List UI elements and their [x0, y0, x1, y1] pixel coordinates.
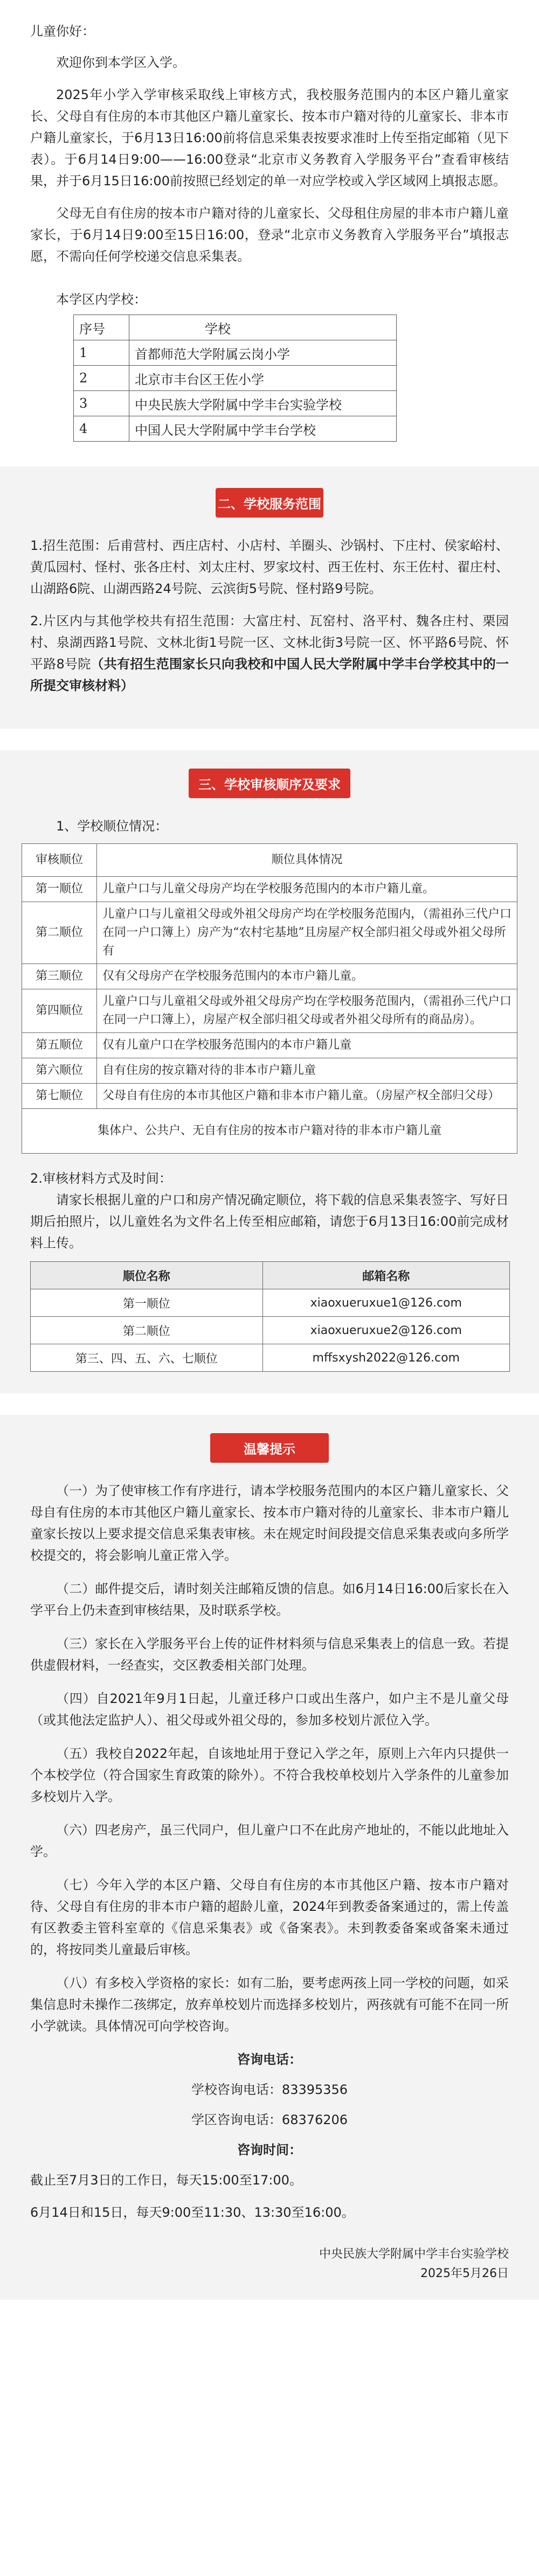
table-row: [22, 964, 517, 989]
review-order-section: [0, 750, 539, 1393]
order-detail: 儿童户口与儿童父母房产均在学校服务范围内的本市户籍儿童。: [97, 877, 517, 902]
section-2-title: 二、学校服务范围: [216, 488, 323, 518]
order-rank: 第七顺位: [22, 1084, 97, 1109]
table-row: [22, 877, 517, 902]
campus-no: 3: [74, 391, 129, 416]
tips-section: [0, 1415, 539, 2300]
tips-title: 温馨提示: [210, 1433, 329, 1463]
campus-school: 中国人民大学附属中学丰台学校: [129, 416, 397, 442]
section-3-title: 三、学校审核顺序及要求: [189, 769, 350, 798]
order-rank: 第一顺位: [22, 877, 97, 902]
tip-paragraph: （五）我校自2022年起，自该地址用于登记入学之年，原则上六年内只提供一个本校学位（符合国家生育政策的除外）。不符合我校单校划片入学条件的儿童参加多校划片入学。: [30, 1746, 509, 1804]
school-phone-label: 学校咨询电话：: [191, 2082, 282, 2097]
tip-paragraph: （一）为了使审核工作有序进行，请本学校服务范围内的本区户籍儿童家长、父母自有住房的本市其他区户籍儿童家长、按本市户籍对待的儿童家长、非本市户籍儿童家长按以上要求提交信息采集表审核。未在规定时间段提交信息采集表或向多所学校提交的，将会影响儿童正常入学。: [30, 1483, 509, 1563]
table-row: [31, 1344, 510, 1372]
tip-paragraph: （四）自2021年9月1日起，儿童迁移户口或出生落户，如户主不是儿童父母（或其他法定监护人）、祖父母或外祖父母的，参加多校划片派位入学。: [30, 1691, 509, 1728]
campus-no: 4: [74, 416, 129, 442]
campus-school: 中央民族大学附属中学丰台实验学校: [129, 391, 397, 416]
intro-paragraph-1: 2025年小学入学审核采取线上审核方式，我校服务范围内的本区户籍儿童家长、父母自有住房的本市其他区户籍儿童家长、按本市户籍对待的儿童家长、非本市户籍儿童家长，于6月13日16:00前将信息采集表按要求准时上传至指定邮箱（见下表）。于6月14日9:00——16:00登录“北京市义务教育入学服务平台”查看审核结果，并于6月15日16:00前按照已经划定的单一对应学校或入学区域网上填报志愿。: [30, 87, 509, 189]
order-header-rank: 审核顺位: [22, 844, 97, 877]
signature-block: [30, 2245, 509, 2284]
campus-header-school: 学校: [129, 315, 397, 340]
table-row: [74, 340, 397, 366]
service-range-para-2-text: 2.片区内与其他学校共有招生范围：大富庄村、瓦窑村、洛平村、魏各庄村、栗园村、泉湖西路1号院、文林北街1号院一区、文林北街3号院一区、怀平路6号院、怀平路8号院: [30, 613, 509, 672]
campus-school: 北京市丰台区王佐小学: [129, 366, 397, 391]
campus-school: 首都师范大学附属云岗小学: [129, 340, 397, 366]
service-range-para-1: 1.招生范围：后甫营村、西庄店村、小店村、羊圈头、沙锅村、下庄村、侯家峪村、黄瓜园村、怪村、张各庄村、刘太庄村、罗家坟村、西王佐村、东王佐村、翟庄村、山湖路6院、山湖西路24号院、云滨街5号院、怪村路9号院。: [30, 538, 509, 596]
table-row: [22, 1109, 517, 1154]
tip-paragraph: （八）有多校入学资格的家长：如有二胎，要考虑两孩上同一学校的问题，如采集信息时未操作二孩绑定，放弃单校划片而选择多校划片，两孩就有可能不在同一所小学就读。具体情况可向学校咨询。: [30, 1975, 509, 2034]
order-table: [22, 843, 517, 1154]
mailbox-email: mffsxysh2022@126.com: [262, 1344, 509, 1372]
table-row: [31, 1317, 510, 1344]
mailbox-rank: 第二顺位: [31, 1317, 263, 1344]
tip-paragraph: （三）家长在入学服务平台上传的证件材料须与信息采集表上的信息一致。若提供虚假材料，一经查实，交区教委相关部门处理。: [30, 1636, 509, 1673]
school-phone: [30, 2079, 509, 2100]
materials-paragraph: 请家长根据儿童的户口和房产情况确定顺位，将下载的信息采集表签字、写好日期后拍照片，以儿童姓名为文件名上传至相应邮箱，请您于6月13日16:00前完成材料上传。: [30, 1192, 509, 1251]
table-row: [22, 989, 517, 1033]
order-detail: 儿童户口与儿童祖父母或外祖父母房产均在学校服务范围内，（需祖孙三代户口在同一户口簿上），房屋产权全部归祖父母或者外祖父母所有的商品房）。: [97, 989, 517, 1033]
mailbox-header-rank: 顺位名称: [31, 1262, 263, 1289]
consult-time-2: 6月14日和15日，每天9:00至11:30、13:30至16:00。: [30, 2205, 355, 2220]
order-detail: 儿童户口与儿童祖父母或外祖父母房产均在学校服务范围内，（需祖孙三代户口在同一户口簿上）房产为“农村宅基地”且房屋产权全部归祖父母或外祖父母所有: [97, 902, 517, 964]
mailbox-header-email: 邮箱名称: [262, 1262, 509, 1289]
table-row: [74, 366, 397, 391]
order-detail: 仅有父母房产在学校服务范围内的本市户籍儿童。: [97, 964, 517, 989]
school-phone-number: 83395356: [281, 2082, 348, 2097]
table-row: [31, 1289, 510, 1317]
table-row: [22, 902, 517, 964]
phone-title: 咨询电话：: [237, 2052, 302, 2067]
table-row: [74, 391, 397, 416]
order-rank: 第二顺位: [22, 902, 97, 964]
order-rank: 第三顺位: [22, 964, 97, 989]
tip-paragraph: （七）今年入学的本区户籍、父母自有住房的本市其他区户籍、按本市户籍对待、父母自有住房的非本市户籍的超龄儿童，2024年到教委备案通过的，需上传盖有区教委主管科室章的《信息采集表》或《备案表》。未到教委备案或备案未通过的，将按同类儿童最后审核。: [30, 1877, 509, 1957]
campus-table-header: [74, 315, 397, 340]
mailbox-email: xiaoxueruxue2@126.com: [262, 1317, 509, 1344]
service-range-para-2: [30, 610, 509, 696]
intro-block: [0, 0, 539, 466]
materials-title: 2.审核材料方式及时间：: [30, 1171, 172, 1186]
order-subtitle: 1、学校顺位情况：: [56, 819, 168, 834]
campus-header-no: 序号: [74, 315, 129, 340]
order-header-detail: 顺位具体情况: [97, 844, 517, 877]
campus-no: 2: [74, 366, 129, 391]
service-range-section: [0, 466, 539, 729]
table-row: [22, 1084, 517, 1109]
mailbox-rank: 第三、四、五、六、七顺位: [31, 1344, 263, 1372]
signature-school: 中央民族大学附属中学丰台实验学校: [319, 2247, 509, 2261]
district-phone-number: 68376206: [281, 2112, 348, 2127]
campus-title: 本学区内学校：: [56, 292, 147, 307]
mailbox-table-header: [31, 1262, 510, 1289]
district-phone-label: 学区咨询电话：: [191, 2112, 282, 2127]
campus-table: [73, 315, 397, 442]
table-row: [22, 1058, 517, 1084]
table-row: [22, 1033, 517, 1058]
time-title: 咨询时间：: [237, 2142, 302, 2158]
tip-paragraph: （六）四老房产，虽三代同户，但儿童户口不在此房产地址的，不能以此地址入学。: [30, 1823, 509, 1859]
campus-no: 1: [74, 340, 129, 366]
order-detail: 仅有儿童户口在学校服务范围内的本市户籍儿童: [97, 1033, 517, 1058]
order-detail: 自有住房的按京籍对待的非本市户籍儿童: [97, 1058, 517, 1084]
consult-time-1: 截止至7月3日的工作日，每天15:00至17:00。: [30, 2173, 302, 2188]
signature-date: 2025年5月26日: [420, 2267, 509, 2280]
greeting: 儿童你好：: [30, 24, 95, 39]
mailbox-email: xiaoxueruxue1@126.com: [262, 1289, 509, 1317]
mailbox-rank: 第一顺位: [31, 1289, 263, 1317]
service-range-note: （共有招生范围家长只向我校和中国人民大学附属中学丰台学校其中的一所提交审核材料）: [30, 657, 509, 693]
tip-paragraph: （二）邮件提交后，请时刻关注邮箱反馈的信息。如6月14日16:00后家长在入学平台上仍未查到审核结果，及时联系学校。: [30, 1581, 509, 1618]
intro-paragraph-2: 父母无自有住房的按本市户籍对待的儿童家长、父母租住房屋的非本市户籍儿童家长，于6月14日9:00至15日16:00，登录“北京市义务教育入学服务平台”填报志愿，不需向任何学校递交信息采集表。: [30, 206, 509, 264]
district-phone: [30, 2109, 509, 2131]
order-last-row: 集体户、公共户、无自有住房的按本市户籍对待的非本市户籍儿童: [22, 1109, 517, 1154]
order-detail: 父母自有住房的本市其他区户籍和非本市户籍儿童。（房屋产权全部归父母）: [97, 1084, 517, 1109]
table-row: [74, 416, 397, 442]
mailbox-table: [30, 1261, 510, 1372]
order-rank: 第五顺位: [22, 1033, 97, 1058]
order-rank: 第四顺位: [22, 989, 97, 1033]
order-table-header: [22, 844, 517, 877]
order-rank: 第六顺位: [22, 1058, 97, 1084]
welcome-text: 欢迎你到本学区入学。: [56, 55, 185, 70]
